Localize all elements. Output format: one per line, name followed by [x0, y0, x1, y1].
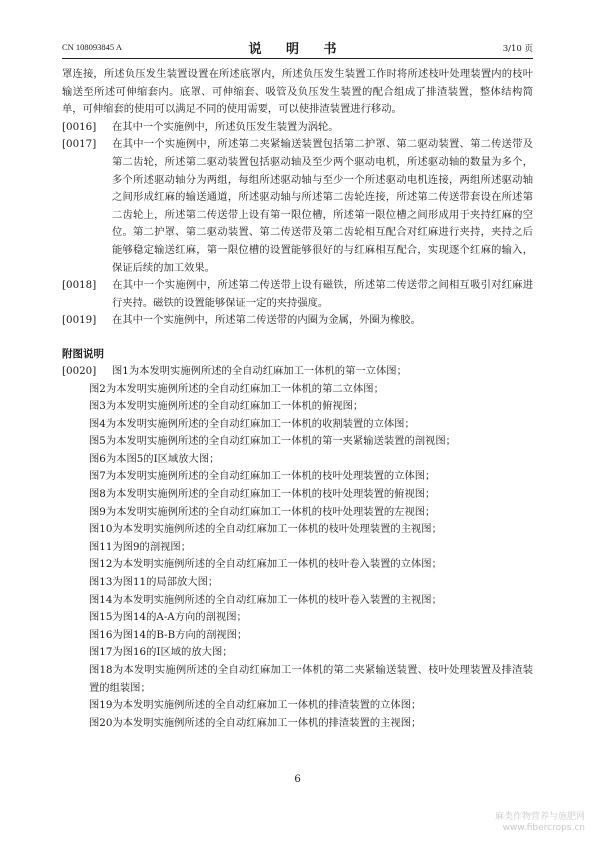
figure-caption: 图17为图16的I区域的放大图；: [89, 646, 233, 659]
paragraph-number: [0019]: [62, 314, 97, 327]
figure-caption: 图2为本发明实施例所述的全自动红麻加工一体机的第二立体图；: [89, 382, 384, 395]
page-header: [62, 36, 533, 59]
figure-caption: 图3为本发明实施例所述的全自动红麻加工一体机的俯视图；: [89, 400, 364, 413]
figure-caption: 图7为本发明实施例所述的全自动红麻加工一体机的枝叶处理装置的立体图；: [89, 470, 436, 483]
figure-caption: 图14为本发明实施例所述的全自动红麻加工一体机的枝叶卷入装置的主视图；: [89, 593, 442, 606]
figure-caption: 图13为图11的局部放大图；: [89, 576, 219, 589]
paragraph-0018: [62, 277, 533, 312]
paragraph-0017: [62, 136, 533, 277]
figure-caption: 图10为本发明实施例所述的全自动红麻加工一体机的枝叶处理装置的主视图；: [89, 523, 442, 536]
paragraph-number: [0016]: [62, 120, 97, 133]
figure-caption: 图12为本发明实施例所述的全自动红麻加工一体机的枝叶卷入装置的立体图；: [89, 558, 442, 571]
figure-caption: 图9为本发明实施例所述的全自动红麻加工一体机的枝叶处理装置的左视图；: [89, 505, 436, 518]
figure-caption-text: 图1为本发明实施例所述的全自动红麻加工一体机的第一立体图；: [112, 364, 407, 377]
watermark-title: 麻类作物营养与施肥网: [494, 812, 585, 822]
paragraph-text: 在其中一个实施例中，所述负压发生装置为涡轮。: [112, 120, 339, 133]
page-number: 6: [294, 774, 301, 785]
paragraph-number: [0018]: [62, 279, 97, 292]
paragraph-continued: [62, 66, 533, 119]
section-title: 附图说明: [62, 347, 104, 360]
publication-number: CN 108093845 A: [62, 42, 122, 52]
figure-caption: 图20为本发明实施例所述的全自动红麻加工一体机的排渣装置的主视图；: [89, 716, 422, 729]
paragraph-text: 在其中一个实施例中，所述第二传送带的内圈为金属，外圈为橡胶。: [112, 314, 421, 327]
paragraph-number: [0020]: [62, 364, 97, 377]
figure-caption: 图5为本发明实施例所述的全自动红麻加工一体机的第一夹紧输送装置的剖视图；: [89, 435, 456, 448]
figure-caption: 图19为本发明实施例所述的全自动红麻加工一体机的排渣装置的立体图；: [89, 699, 422, 712]
document-title: 说 明 书: [248, 42, 347, 57]
paragraph-number: [0017]: [62, 138, 97, 151]
figure-caption: 图16为图14的B-B方向的剖视图；: [89, 628, 248, 641]
page-indicator: 3/10 页: [502, 44, 533, 54]
paragraph-text: 在其中一个实施例中，所述第二传送带上设有磁铁，所述第二传送带之间相互吸引对红麻进行夹持。磁铁的设置能够保证一定的夹持强度。: [112, 279, 533, 309]
figure-caption: 图18为本发明实施例所述的全自动红麻加工一体机的第二夹紧输送装置、枝叶处理装置及排渣装置的组装图；: [89, 664, 533, 694]
figure-caption: [62, 363, 533, 381]
watermark-url: www.fibercrops.cn: [502, 823, 585, 833]
paragraph-0019: [62, 312, 533, 330]
figure-caption: 图4为本发明实施例所述的全自动红麻加工一体机的收割装置的立体图；: [89, 417, 415, 430]
figure-caption: 图6为本图5的I区域放大图；: [89, 452, 220, 465]
figure-caption: 图8为本发明实施例所述的全自动红麻加工一体机的枝叶处理装置的俯视图；: [89, 488, 436, 501]
paragraph-text: 罩连接，所述负压发生装置设置在所述底罩内，所述负压发生装置工作时将所述枝叶处理装置内的枝叶输送至所述可伸缩套内。底罩、可伸缩套、吸管及负压发生装置的配合组成了排渣装置，整体结构简单，可伸缩套的使用可以满足不同的使用需要，可以使排渣装置进行移动。: [62, 68, 533, 116]
figure-caption: 图15为图14的A-A方向的剖视图；: [89, 611, 247, 624]
paragraph-0016: [62, 119, 533, 137]
document-body: [62, 66, 533, 732]
paragraph-text: 在其中一个实施例中，所述第二夹紧输送装置包括第二护罩、第二驱动装置、第二传送带及第二齿轮，所述第二驱动装置包括驱动轴及至少两个驱动电机，所述驱动轴的数量为多个，多个所述驱动轴分为两组，每组所述驱动轴与至少一个所述驱动电机连接，两组所述驱动轴之间形成红麻的输送通道，所述驱动轴与所述第二齿轮连接，所述第二传送带套设在所述第二齿轮上，所述第二传送带上设有第一限位槽，所述第一限位槽之间形成用于夹持红麻的空位。第二护罩、第二驱动装置、第二传送带及第二齿轮相互配合对红麻进行夹持，夹持之后能够稳定输送红麻，第一限位槽的设置能够很好的与红麻相互配合，实现逐个红麻的输入，保证后续的加工效果。: [112, 138, 533, 274]
watermark: [495, 812, 585, 834]
figure-caption: 图11为图9的剖视图；: [89, 540, 192, 553]
